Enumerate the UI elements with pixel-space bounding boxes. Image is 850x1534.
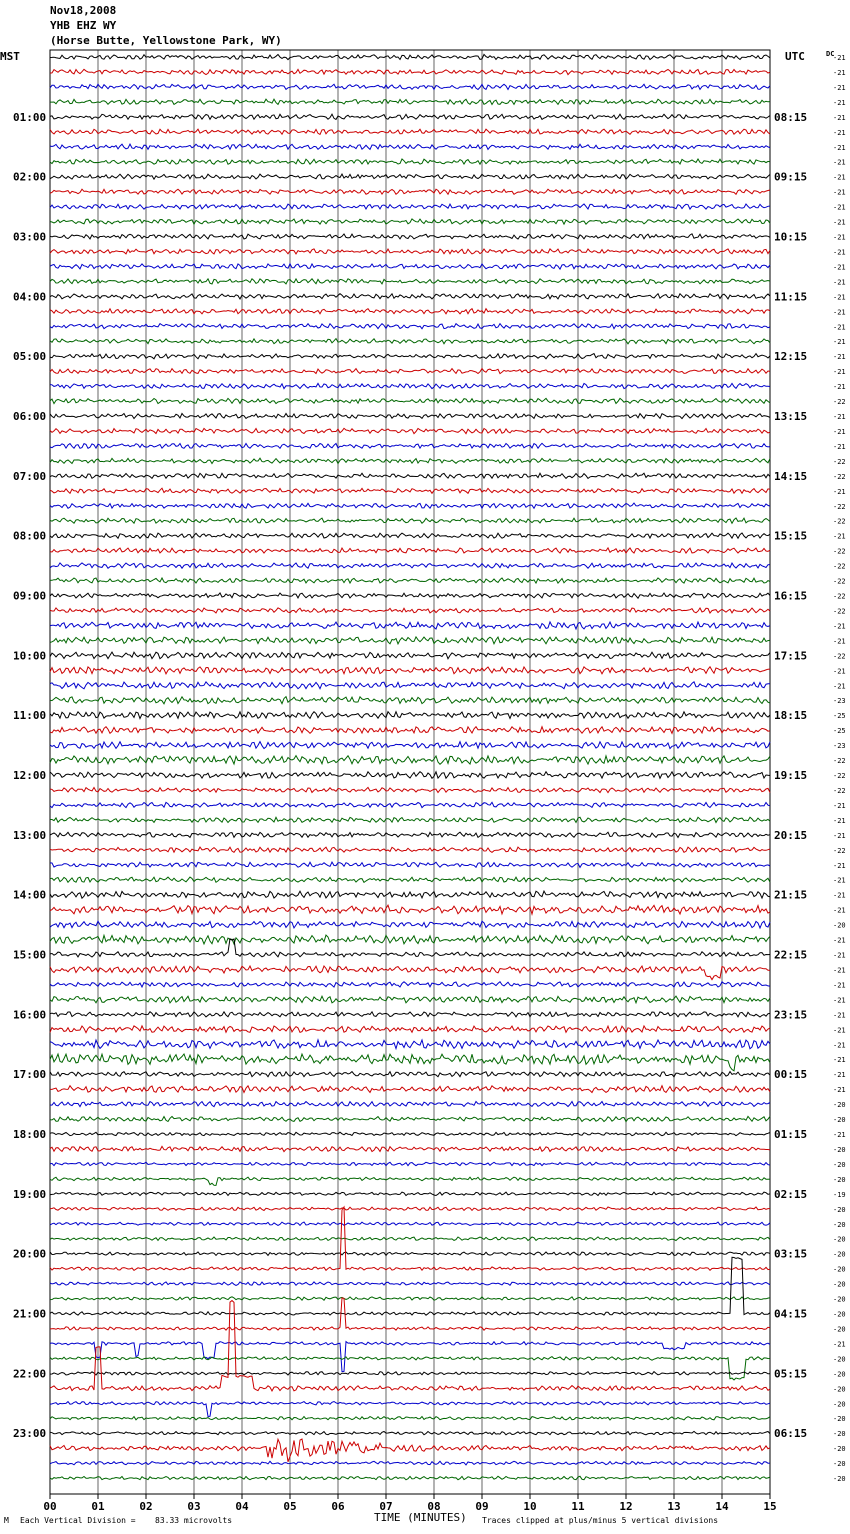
x-tick-label: 11: [571, 1500, 585, 1513]
mst-hour-label: 06:00: [13, 410, 47, 423]
dc-offset-label: -21: [833, 906, 846, 915]
seismic-trace: [50, 219, 770, 224]
station-location: (Horse Butte, Yellowstone Park, WY): [50, 34, 282, 47]
dc-offset-label: -21: [833, 113, 846, 122]
utc-hour-label: 04:15: [774, 1307, 808, 1321]
seismic-trace: [50, 905, 770, 914]
dc-offset-label: -20: [833, 1101, 846, 1110]
seismic-trace: [50, 548, 770, 553]
dc-offset-label: -22: [833, 562, 846, 571]
seismic-trace: [50, 69, 770, 74]
dc-offset-label: -22: [833, 547, 846, 556]
seismic-trace: [50, 1342, 770, 1372]
seismic-trace: [50, 144, 770, 149]
seismic-trace: [50, 383, 770, 388]
x-tick-label: 05: [283, 1500, 297, 1513]
seismic-trace: [50, 189, 770, 194]
dc-offset-label: -20: [833, 1430, 846, 1439]
seismic-trace: [50, 921, 770, 928]
dc-offset-label: -21: [833, 353, 846, 362]
dc-offset-label: -21: [833, 876, 846, 885]
dc-offset-label: -21: [833, 383, 846, 392]
dc-offset-label: -21: [833, 637, 846, 646]
dc-offset-label: -20: [833, 1460, 846, 1469]
utc-hour-label: 03:15: [774, 1247, 808, 1261]
dc-offset-label: -25: [833, 712, 846, 721]
dc-offset-label: -20: [833, 1116, 846, 1124]
utc-hour-label: 05:15: [774, 1367, 808, 1381]
dc-offset-label: -20: [833, 1385, 846, 1394]
dc-offset-label: -20: [833, 1160, 846, 1169]
dc-offset-label: -21: [833, 1041, 846, 1050]
x-tick-label: 03: [187, 1500, 201, 1513]
dc-offset-label: -21: [833, 996, 846, 1005]
mst-hour-label: 14:00: [13, 888, 47, 902]
utc-hour-label: 18:15: [774, 709, 808, 723]
mst-hour-label: 12:00: [13, 769, 47, 782]
seismic-trace: [50, 1282, 770, 1286]
seismic-trace: [50, 712, 770, 719]
seismic-trace: [50, 294, 770, 299]
dc-offset-label: -21: [833, 1071, 846, 1080]
clip-note: Traces clipped at plus/minus 5 vertical divisions: [482, 1516, 719, 1525]
dc-offset-label: -21: [833, 233, 846, 242]
seismic-trace: [50, 1439, 770, 1462]
seismic-trace: [50, 877, 770, 882]
seismic-trace: [50, 1026, 770, 1033]
dc-offset-label: -20: [833, 921, 846, 930]
seismic-trace: [50, 414, 770, 419]
dc-offset-label: -22: [833, 472, 846, 481]
mst-hour-label: 08:00: [13, 529, 47, 543]
dc-offset-label: -21: [833, 951, 846, 960]
seismic-trace: [50, 443, 770, 448]
dc-title: DC: [826, 50, 835, 58]
seismic-trace: [50, 862, 770, 867]
seismic-trace: [50, 1372, 770, 1375]
utc-hour-label: 20:15: [774, 828, 808, 842]
seismic-trace: [50, 1252, 770, 1256]
seismic-trace: [50, 264, 770, 269]
dc-offset-label: -22: [833, 652, 846, 661]
dc-offset-label: -23: [833, 742, 846, 751]
seismic-trace: [50, 1476, 770, 1480]
utc-hour-label: 16:15: [774, 589, 808, 603]
dc-offset-label: -22: [833, 846, 846, 855]
dc-offset-label: -20: [833, 1265, 846, 1274]
seismic-trace: [50, 428, 770, 433]
dc-offset-label: -21: [833, 981, 846, 990]
dc-offset-label: -21: [833, 442, 846, 451]
dc-offset-label: -21: [833, 188, 846, 197]
seismic-trace: [50, 1101, 770, 1106]
mst-hour-label: 01:00: [13, 110, 47, 124]
seismic-trace: [50, 652, 770, 659]
seismic-trace: [50, 787, 770, 792]
seismic-trace: [50, 279, 770, 284]
seismic-trace: [50, 935, 770, 944]
utc-hour-label: 09:15: [774, 170, 808, 184]
dc-offset-label: -21: [833, 203, 846, 212]
seismic-trace: [50, 622, 770, 629]
dc-offset-label: -22: [833, 787, 846, 795]
seismic-trace: [50, 234, 770, 239]
utc-hour-label: 22:15: [774, 948, 808, 962]
dc-offset-label: -22: [833, 607, 846, 616]
scale-label: Each Vertical Division =: [20, 1516, 136, 1525]
left-axis-title: MST: [0, 50, 20, 63]
seismic-trace: [50, 727, 770, 734]
dc-offset-label: -21: [833, 1056, 846, 1065]
seismic-trace: [50, 129, 770, 134]
utc-hour-label: 14:15: [774, 469, 808, 483]
station-code: YHB EHZ WY: [50, 19, 117, 32]
utc-hour-label: 15:15: [774, 529, 808, 543]
seismic-trace: [50, 54, 770, 59]
utc-hour-label: 02:15: [774, 1187, 808, 1201]
dc-offset-label: -20: [833, 1280, 846, 1289]
mst-hour-label: 03:00: [13, 230, 47, 244]
seismic-trace: [50, 1072, 770, 1077]
seismic-trace: [50, 354, 770, 359]
dc-offset-label: -21: [833, 1086, 846, 1095]
seismic-trace: [50, 174, 770, 179]
mst-hour-label: 05:00: [13, 350, 47, 364]
dc-offset-label: -21: [833, 966, 846, 975]
dc-offset-label: -22: [833, 757, 846, 765]
dc-offset-label: -20: [833, 1370, 846, 1379]
seismic-trace: [50, 1237, 770, 1241]
dc-offset-label: -21: [833, 248, 846, 257]
dc-offset-label: -22: [833, 502, 846, 511]
mst-hour-label: 18:00: [13, 1128, 47, 1141]
dc-offset-label: -20: [833, 1250, 846, 1259]
dc-offset-label: -21: [833, 218, 846, 227]
seismic-trace: [50, 204, 770, 209]
seismic-trace: [50, 1040, 770, 1049]
dc-offset-label: -21: [833, 1131, 846, 1139]
dc-offset-label: -20: [833, 1235, 846, 1244]
seismic-trace: [50, 847, 770, 852]
utc-hour-label: 19:15: [774, 769, 808, 782]
seismic-trace: [50, 1192, 770, 1195]
mst-hour-label: 22:00: [13, 1367, 47, 1381]
seismic-trace: [50, 99, 770, 104]
seismic-trace: [50, 966, 770, 980]
dc-offset-label: -21: [833, 428, 846, 436]
mst-hour-label: 15:00: [13, 948, 47, 962]
mst-hour-label: 23:00: [13, 1427, 47, 1441]
seismic-trace: [50, 1431, 770, 1434]
dc-offset-label: -21: [833, 83, 846, 92]
dc-offset-label: -21: [833, 861, 846, 870]
x-tick-label: 10: [523, 1500, 537, 1513]
dc-offset-label: -20: [833, 1445, 846, 1454]
seismic-trace: [50, 159, 770, 164]
dc-offset-label: -19: [833, 1190, 846, 1199]
utc-hour-label: 08:15: [774, 110, 808, 124]
dc-offset-label: -20: [833, 1415, 846, 1424]
mst-hour-label: 11:00: [13, 709, 47, 723]
dc-offset-label: -20: [833, 1175, 846, 1184]
dc-offset-label: -22: [833, 517, 846, 526]
mst-hour-label: 19:00: [13, 1187, 47, 1201]
seismic-trace: [50, 996, 770, 1003]
mst-hour-label: 20:00: [13, 1247, 47, 1261]
dc-offset-label: -22: [833, 457, 846, 466]
x-tick-label: 15: [763, 1500, 777, 1513]
seismic-trace: [50, 772, 770, 779]
seismic-trace: [50, 398, 770, 403]
seismic-trace: [50, 667, 770, 674]
dc-offset-label: -20: [833, 1146, 846, 1154]
x-tick-label: 01: [91, 1500, 105, 1513]
seismic-trace: [50, 637, 770, 644]
seismic-trace: [50, 1461, 770, 1465]
dc-offset-label: -21: [833, 487, 846, 496]
seismic-trace: [50, 1301, 770, 1391]
dc-offset-label: -22: [833, 772, 846, 780]
seismic-trace: [50, 891, 770, 898]
mst-hour-label: 16:00: [13, 1008, 47, 1022]
seismic-trace: [50, 1357, 770, 1380]
right-axis-title: UTC: [785, 50, 805, 63]
seismic-trace: [50, 1297, 770, 1300]
seismic-trace: [50, 832, 770, 837]
x-tick-label: 07: [379, 1500, 393, 1513]
seismic-trace: [50, 84, 770, 89]
seismic-trace: [50, 1222, 770, 1226]
x-tick-label: 06: [331, 1500, 345, 1513]
utc-hour-label: 17:15: [774, 649, 808, 663]
mst-hour-label: 02:00: [13, 170, 47, 184]
seismic-trace: [50, 817, 770, 822]
dc-offset-label: -20: [833, 1475, 846, 1483]
x-axis-title: TIME (MINUTES): [374, 1511, 467, 1524]
utc-hour-label: 00:15: [774, 1068, 808, 1082]
dc-offset-label: -22: [833, 398, 846, 406]
dc-offset-label: -21: [833, 278, 846, 287]
dc-offset-label: -21: [833, 831, 846, 840]
seismic-trace: [50, 1207, 770, 1211]
mst-hour-label: 09:00: [13, 589, 47, 603]
dc-offset-label: -21: [833, 1026, 846, 1035]
seismic-trace: [50, 324, 770, 329]
x-tick-label: 09: [475, 1500, 489, 1513]
dc-offset-label: -20: [833, 1400, 846, 1409]
seismic-trace: [50, 1086, 770, 1093]
mst-hour-label: 10:00: [13, 649, 47, 663]
utc-hour-label: 12:15: [774, 350, 808, 364]
seismic-trace: [50, 309, 770, 314]
dc-offset-label: -21: [833, 69, 846, 77]
seismic-trace: [50, 802, 770, 807]
dc-offset-label: -21: [833, 54, 846, 62]
seismic-trace: [50, 1162, 770, 1165]
dc-offset-label: -21: [833, 128, 846, 137]
x-tick-label: 08: [427, 1500, 441, 1513]
dc-offset-label: -21: [833, 143, 846, 152]
dc-offset-label: -21: [833, 667, 846, 676]
mst-hour-label: 04:00: [13, 290, 47, 304]
scale-value: 83.33 microvolts: [155, 1516, 233, 1525]
seismic-trace: [50, 369, 770, 374]
dc-offset-label: -21: [833, 98, 846, 107]
seismic-trace: [50, 339, 770, 344]
dc-offset-label: -21: [833, 323, 846, 332]
dc-offset-label: -21: [833, 173, 846, 182]
x-tick-label: 02: [139, 1500, 153, 1513]
dc-offset-label: -23: [833, 697, 846, 706]
dc-offset-label: -21: [833, 293, 846, 302]
seismic-trace: [50, 249, 770, 254]
dc-offset-label: -21: [833, 308, 846, 317]
dc-offset-label: -21: [833, 1340, 846, 1349]
seismic-trace: [50, 593, 770, 598]
seismic-trace: [50, 533, 770, 538]
seismic-trace: [50, 518, 770, 523]
dc-offset-label: -20: [833, 1355, 846, 1364]
utc-hour-label: 13:15: [774, 410, 808, 423]
dc-offset-label: -21: [833, 936, 846, 945]
seismic-trace: [50, 608, 770, 613]
dc-offset-label: -21: [833, 622, 846, 631]
seismic-trace: [50, 503, 770, 508]
dc-offset-label: -20: [833, 1295, 846, 1304]
seismic-trace: [50, 488, 770, 493]
corner-mark: M: [4, 1516, 9, 1525]
dc-offset-label: -21: [833, 413, 846, 421]
seismic-trace: [50, 982, 770, 987]
dc-offset-label: -20: [833, 1205, 846, 1214]
x-tick-label: 00: [43, 1500, 57, 1513]
dc-offset-label: -21: [833, 368, 846, 377]
x-tick-label: 13: [667, 1500, 681, 1513]
seismic-trace: [50, 1012, 770, 1017]
seismic-trace: [50, 1402, 770, 1417]
mst-hour-label: 13:00: [13, 828, 47, 842]
dc-offset-label: -21: [833, 338, 846, 347]
seismic-trace: [50, 578, 770, 583]
dc-offset-label: -21: [833, 1011, 846, 1020]
seismic-trace: [50, 114, 770, 119]
dc-offset-label: -21: [833, 891, 846, 900]
seismic-trace: [50, 742, 770, 749]
seismic-trace: [50, 1054, 770, 1071]
dc-offset-label: -21: [833, 816, 846, 825]
utc-hour-label: 21:15: [774, 888, 808, 902]
dc-offset-label: -20: [833, 1310, 846, 1319]
x-tick-label: 12: [619, 1500, 633, 1513]
utc-hour-label: 10:15: [774, 230, 808, 244]
seismic-trace: [50, 563, 770, 568]
seismic-trace: [50, 756, 770, 765]
dc-offset-label: -20: [833, 1325, 846, 1334]
dc-offset-label: -21: [833, 682, 846, 691]
seismic-trace: [50, 1132, 770, 1136]
utc-hour-label: 06:15: [774, 1427, 808, 1441]
dc-offset-label: -22: [833, 577, 846, 586]
dc-offset-label: -22: [833, 592, 846, 601]
mst-hour-label: 21:00: [13, 1307, 47, 1321]
mst-hour-label: 17:00: [13, 1068, 47, 1082]
seismic-trace: [50, 1116, 770, 1121]
x-tick-label: 04: [235, 1500, 249, 1513]
mst-hour-label: 07:00: [13, 469, 47, 483]
dc-offset-label: -20: [833, 1220, 846, 1229]
dc-offset-label: -21: [833, 532, 846, 541]
x-tick-label: 14: [715, 1500, 729, 1513]
dc-offset-label: -21: [833, 263, 846, 272]
seismic-trace: [50, 473, 770, 478]
seismic-trace: [50, 1146, 770, 1151]
utc-hour-label: 11:15: [774, 290, 808, 304]
seismic-trace: [50, 697, 770, 704]
record-date: Nov18,2008: [50, 4, 117, 17]
utc-hour-label: 23:15: [774, 1008, 808, 1022]
seismic-trace: [50, 1257, 770, 1315]
dc-offset-label: -21: [833, 801, 846, 810]
dc-offset-label: -25: [833, 727, 846, 736]
seismic-trace: [50, 458, 770, 463]
seismic-trace: [50, 1417, 770, 1421]
seismic-trace: [50, 1298, 770, 1330]
utc-hour-label: 01:15: [774, 1128, 808, 1141]
seismic-trace: [50, 682, 770, 689]
dc-offset-label: -21: [833, 158, 846, 167]
seismic-trace: [50, 1177, 770, 1185]
